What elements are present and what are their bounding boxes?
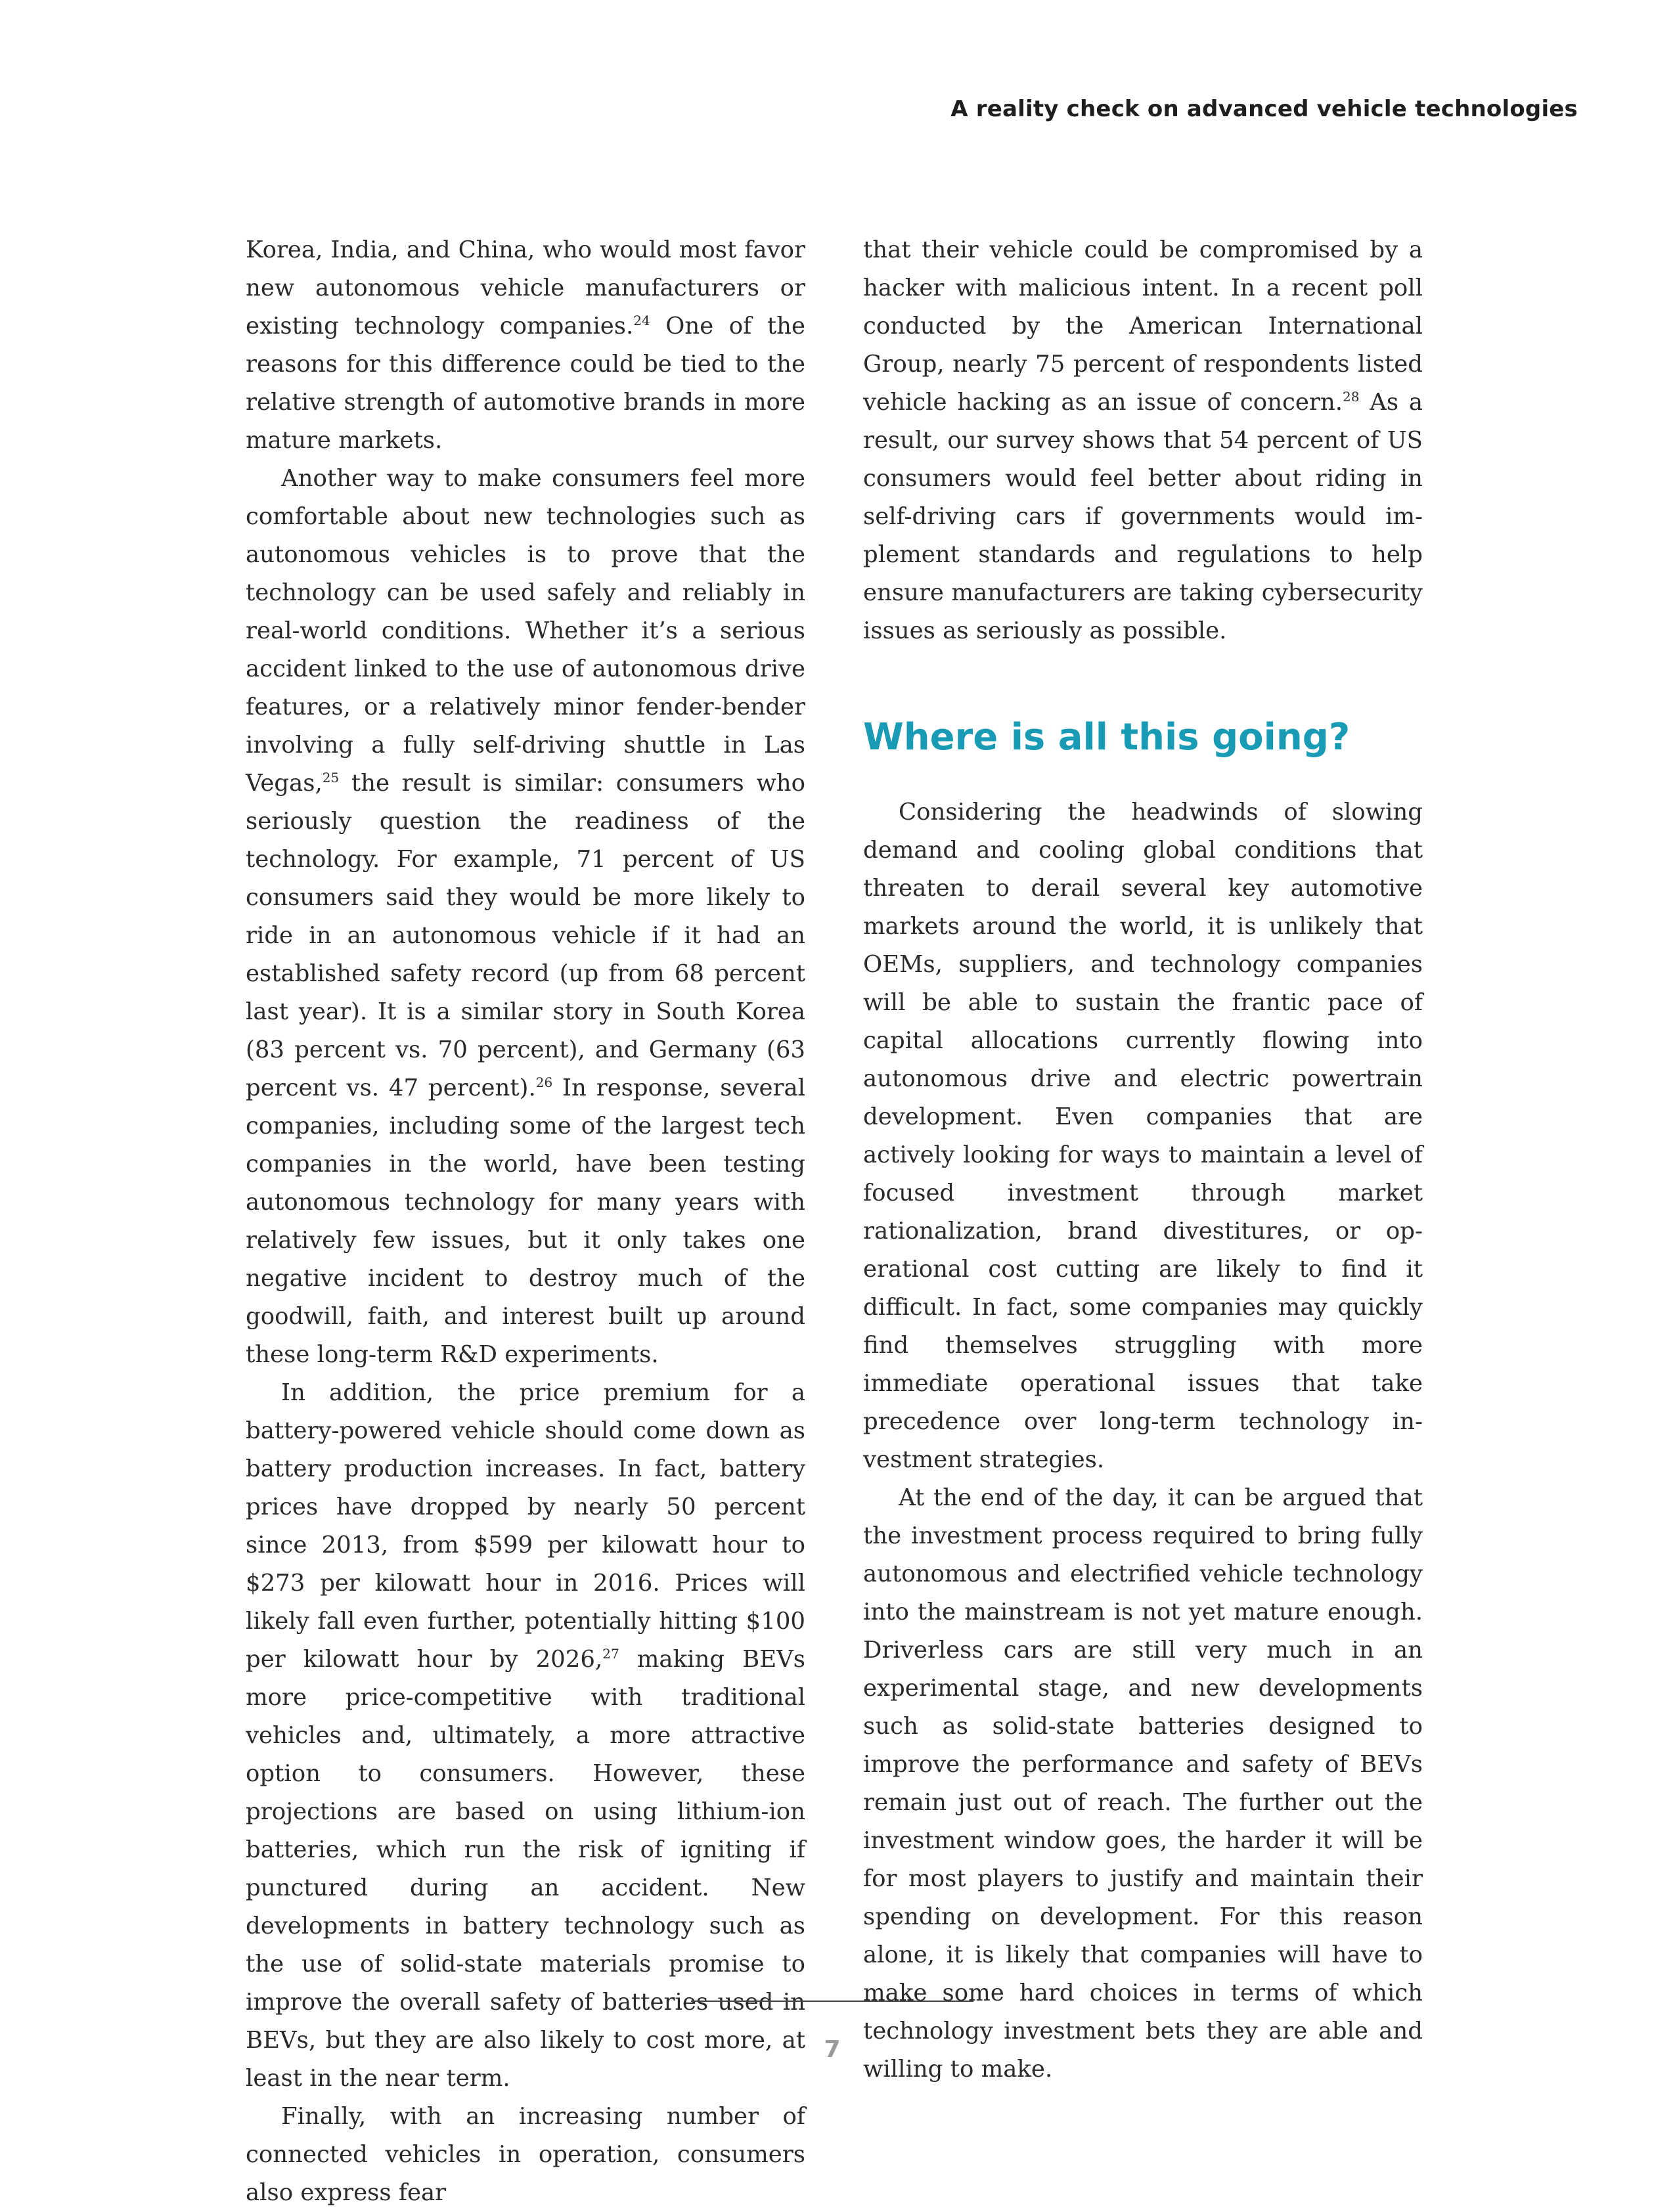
paragraph-text: Considering the headwinds of slowing demand and cooling global conditions that threaten to derail several key automotive markets around the world, it is unlikely that OEMs, suppliers, and technology companies will be able to sustain the frantic pace of capital allocations currently flowing into autonomous drive and electric powertrain development. Even companies that are actively looking for ways to maintain a level of focused investment through market rationalization, brand divestitures, or operational cost cutting are likely to find it difficult. In fact, some companies may quickly find themselves struggling with more immediate operational issues that take precedence over long-term technology investment strategies. [863,799,1423,1473]
paragraph-text: that their vehicle could be compromised by a hacker with malicious intent. In a recent poll conducted by the American International Group, nearly 75 percent of respondents listed vehicle hacking as an issue of concern. [863,236,1423,416]
right-column [863,231,1423,2089]
paragraph-text: In response, several companies, including some of the largest tech companies in the world, have been testing autonomous technology for many years with relatively few issues, but it only takes one negative incident to destroy much of the goodwill, faith, and interest built up around these long-term R&D experiments. [246,1074,805,1368]
footnote-reference[interactable]: 28 [1343,389,1360,405]
footer-divider [691,2001,973,2002]
body-paragraph [246,231,805,460]
paragraph-text: the result is similar: consumers who seriously question the readiness of the technology. For example, 71 percent of US consumers said they would be more likely to ride in an autonomous vehicle if it had an established safety record (up from 68 percent last year). It is a similar story in South Korea (83 percent vs. 70 percent), and Germany (63 percent vs. 47 percent). [246,770,805,1101]
body-paragraph [863,1479,1423,2089]
body-paragraph [246,460,805,1374]
footnote-reference[interactable]: 24 [633,313,650,329]
paragraph-text: One of the reasons for this difference could be tied to the relative strength of automotive brands in more mature markets. [246,313,805,454]
running-header-title: A reality check on advanced vehicle technologies [950,96,1578,122]
footnote-reference[interactable]: 25 [322,770,340,786]
paragraph-text: Finally, with an increasing number of connected vehicles in operation, consumers also express fear [246,2103,805,2206]
section-heading: Where is all this going? [863,716,1351,759]
body-paragraph [246,2098,805,2212]
body-paragraph [246,1374,805,2098]
paragraph-text: Korea, India, and China, who would most favor new autonomous vehicle manufacturers or existing technology companies. [246,236,805,340]
body-paragraph [863,231,1423,650]
paragraph-text: In addition, the price premium for a battery-powered vehicle should come down as battery production increases. In fact, battery prices have dropped by nearly 50 percent since 2013, from $599 per kilowatt hour to $273 per kilowatt hour in 2016. Prices will likely fall even further, potentially hitting $100 per kilowatt hour by 2026, [246,1379,805,1673]
footnote-reference[interactable]: 26 [535,1074,553,1091]
page-number: 7 [824,2036,841,2063]
footnote-reference[interactable]: 27 [602,1646,619,1662]
paragraph-text: making BEVs more price-competitive with traditional vehicles and, ultimately, a more attractive option to consumers. However, these projections are based on using lithium-ion batteries, which run the risk of igniting if punctured during an accident. New developments in battery technology such as the use of solid-state materials promise to improve the overall safety of batteries used in BEVs, but they are also likely to cost more, at least in the near term. [246,1646,805,2092]
paragraph-text: Another way to make consumers feel more comfortable about new technologies such as autonomous vehicles is to prove that the technology can be used safely and reliably in real-world conditions. Whether it’s a serious accident linked to the use of autonomous drive features, or a relatively minor fender-bender involving a fully self-driving shuttle in Las Vegas, [246,465,805,797]
left-column [246,231,805,2212]
paragraph-text: As a result, our survey shows that 54 percent of US consumers would feel better about riding in self-driving cars if governments would implement standards and regulations to help ensure manufacturers are taking cybersecurity issues as seriously as possible. [863,389,1423,644]
paragraph-text: At the end of the day, it can be argued that the investment process required to bring fully autonomous and electrified vehicle technology into the mainstream is not yet mature enough. Driverless cars are still very much in an experimental stage, and new developments such as solid-state batteries designed to improve the performance and safety of BEVs remain just out of reach. The further out the investment window goes, the harder it will be for most players to justify and maintain their spending on development. For this reason alone, it is likely that companies will have to make some hard choices in terms of which technology investment bets they are able and willing to make. [863,1484,1423,2083]
body-paragraph [863,793,1423,1479]
